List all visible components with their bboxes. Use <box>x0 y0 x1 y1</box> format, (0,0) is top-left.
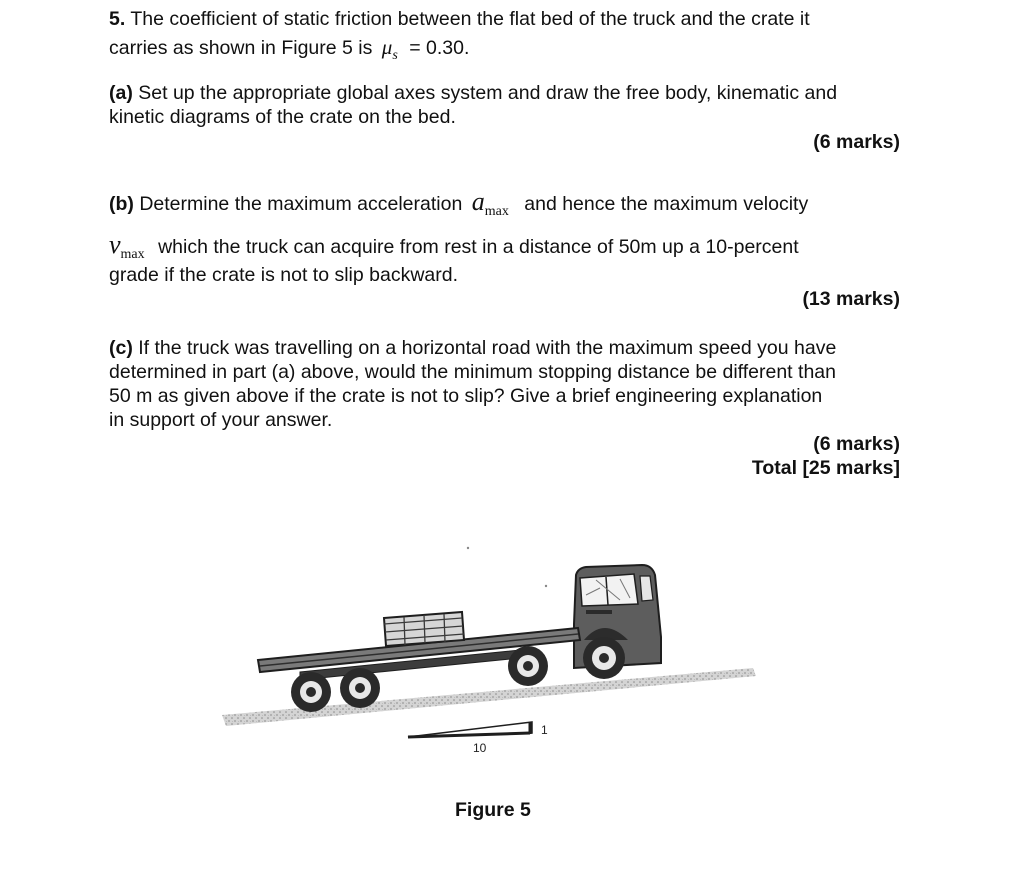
a-max-subscript: max <box>484 204 509 219</box>
part-a-text-1: Set up the appropriate global axes system and draw the free body, kinematic and <box>138 82 838 104</box>
a-max-symbol: a <box>471 187 485 216</box>
speck <box>467 547 469 549</box>
part-c-label: (c) <box>109 337 133 359</box>
windscreen <box>580 574 638 606</box>
part-b-label: (b) <box>109 193 134 215</box>
slope-rise-label: 1 <box>541 723 548 737</box>
v-max-subscript: max <box>120 247 145 262</box>
question-number: 5. <box>109 8 126 30</box>
front-wheel <box>583 637 625 679</box>
v-max-symbol: v <box>109 230 121 259</box>
crate <box>384 612 464 646</box>
part-a-label: (a) <box>109 82 133 104</box>
mu-symbol: μ <box>381 35 393 59</box>
part-c-text-4: in support of your answer. <box>109 409 333 431</box>
mu-subscript: s <box>392 48 398 63</box>
total-marks: Total [25 marks] <box>751 457 900 479</box>
figure-caption: Figure 5 <box>455 799 531 821</box>
question-intro-text: The coefficient of static friction between the flat bed of the truck and the crate it <box>130 8 810 30</box>
mu-value: = 0.30. <box>409 37 470 59</box>
speck <box>545 585 547 587</box>
part-b-text-1: Determine the maximum acceleration <box>139 193 463 215</box>
part-b-text-3: which the truck can acquire from rest in a distance of 50m up a 10-percent <box>158 236 799 258</box>
part-c-marks: (6 marks) <box>813 433 900 455</box>
part-c-text-2: determined in part (a) above, would the minimum stopping distance be different than <box>109 361 836 383</box>
middle-wheel <box>508 646 548 686</box>
part-b-text-4: grade if the crate is not to slip backward. <box>109 264 459 286</box>
slope-run-label: 10 <box>473 741 487 755</box>
part-b-marks: (13 marks) <box>802 288 900 310</box>
part-b-text-2: and hence the maximum velocity <box>524 193 809 215</box>
part-c-text-3: 50 m as given above if the crate is not to slip? Give a brief engineering explanation <box>109 385 823 407</box>
rear-wheel-1 <box>291 672 331 712</box>
part-a-marks: (6 marks) <box>813 131 900 153</box>
rear-wheel-2 <box>340 668 380 708</box>
part-c-text-1: If the truck was travelling on a horizontal road with the maximum speed you have <box>138 337 837 359</box>
part-a-text-2: kinetic diagrams of the crate on the bed. <box>109 106 456 128</box>
slope-indicator <box>408 722 532 737</box>
question-intro-text-2: carries as shown in Figure 5 is <box>109 37 373 59</box>
